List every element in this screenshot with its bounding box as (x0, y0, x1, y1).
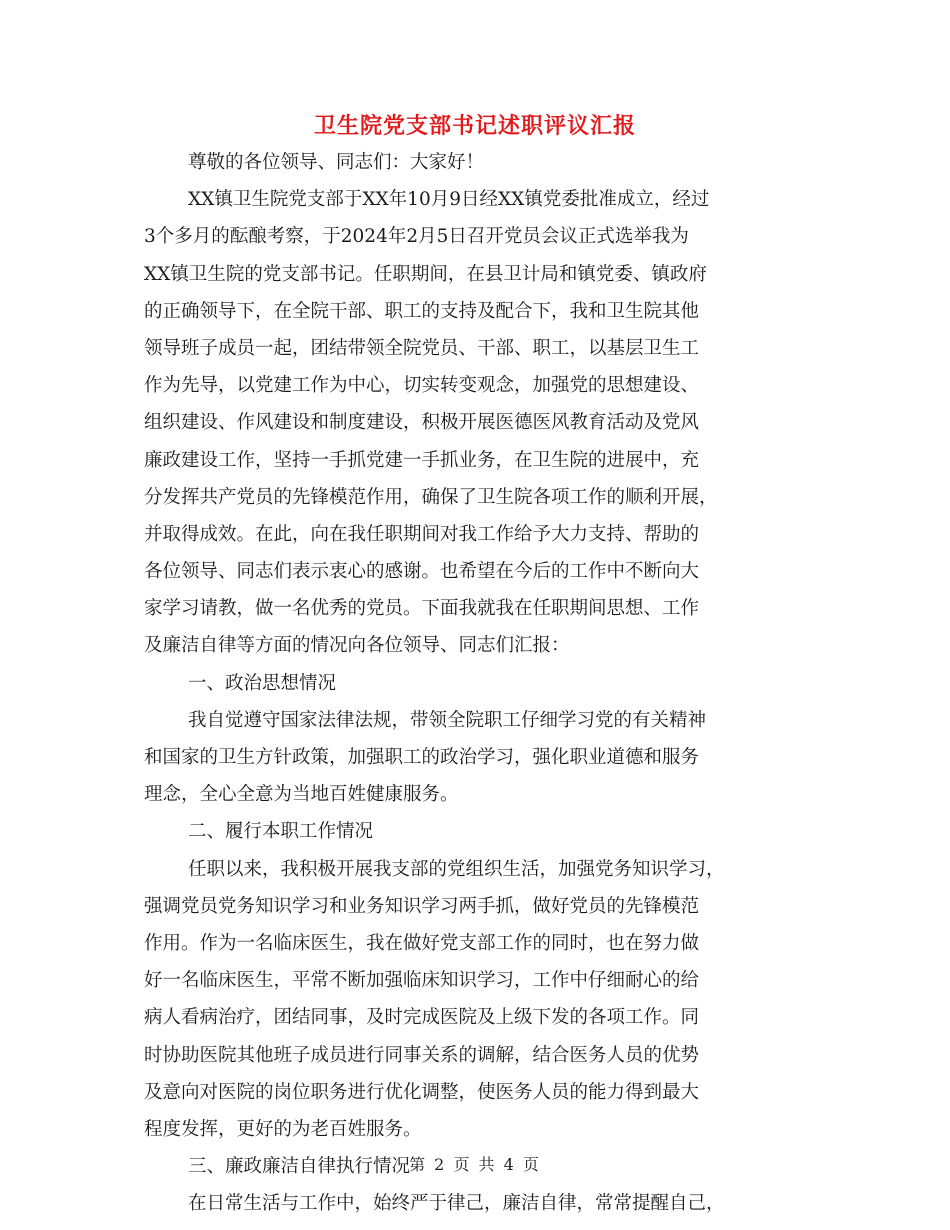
text-line: 好一名临床医生，平常不断加强临床知识学习，工作中仔细耐心的给 (144, 970, 700, 992)
text-line: 3个多月的酝酿考察，于2024年2月5日召开党员会议正式选举我为 (144, 226, 689, 248)
text-line: 作用。作为一名临床医生，我在做好党支部工作的同时，也在努力做 (144, 932, 700, 954)
text-line: 作为先导，以党建工作为中心，切实转变观念，加强党的思想建设、 (144, 375, 700, 397)
text-line: 三、廉政廉洁自律执行情况 (188, 1156, 411, 1178)
text-line: XX镇卫生院党支部于XX年10月9日经XX镇党委批准成立，经过 (188, 189, 710, 211)
text-line: 领导班子成员一起，团结带领全院党员、干部、职工，以基层卫生工 (144, 337, 700, 359)
text-line: 和国家的卫生方针政策，加强职工的政治学习，强化职业道德和服务 (144, 747, 700, 768)
text-line: 组织建设、作风建设和制度建设，积极开展医德医风教育活动及党风 (144, 412, 700, 434)
text-line: 时协助医院其他班子成员进行同事关系的调解，结合医务人员的优势 (144, 1044, 700, 1066)
text-line: 廉政建设工作，坚持一手抓党建一手抓业务，在卫生院的进展中，充 (144, 449, 700, 471)
text-line: XX镇卫生院的党支部书记。任职期间，在县卫计局和镇党委、镇政府 (144, 263, 707, 285)
text-line: 并取得成效。在此，向在我任职期间对我工作给予大力支持、帮助的 (144, 523, 700, 545)
text-line: 程度发挥，更好的为老百姓服务。 (144, 1118, 422, 1140)
text-line: 分发挥共产党员的先锋模范作用，确保了卫生院各项工作的顺利开展， (144, 486, 718, 508)
text-line: 理念，全心全意为当地百姓健康服务。 (144, 784, 459, 806)
text-line: 及廉洁自律等方面的情况向各位领导、同志们汇报： (144, 635, 570, 657)
text-line: 强调党员党务知识学习和业务知识学习两手抓，做好党员的先锋模范 (144, 895, 700, 917)
text-line: 我自觉遵守国家法律法规，带领全院职工仔细学习党的有关精神 (188, 709, 707, 731)
text-line: 二、履行本职工作情况 (188, 821, 374, 843)
document-title: 卫生院党支部书记述职评议汇报 (313, 113, 636, 139)
text-line: 各位领导、同志们表示衷心的感谢。也希望在今后的工作中不断向大 (144, 561, 700, 583)
text-line: 及意向对医院的岗位职务进行优化调整，使医务人员的能力得到最大 (144, 1081, 700, 1103)
text-line: 的正确领导下，在全院干部、职工的支持及配合下，我和卫生院其他 (144, 300, 700, 322)
text-line: 在日常生活与工作中，始终严于律己，廉洁自律，常常提醒自己， (188, 1193, 725, 1215)
text-line: 病人看病治疗，团结同事，及时完成医院及上级下发的各项工作。同 (144, 1007, 700, 1029)
document-body (144, 144, 808, 1222)
text-line: 任职以来，我积极开展我支部的党组织生活，加强党务知识学习， (188, 858, 725, 880)
text-line: 家学习请教，做一名优秀的党员。下面我就我在任职期间思想、工作 (144, 598, 700, 620)
page-footer: 第 2 页 共 4 页 (409, 1155, 541, 1174)
text-line: 一、政治思想情况 (188, 672, 337, 694)
text-line: 尊敬的各位领导、同志们：大家好！ (188, 152, 485, 173)
